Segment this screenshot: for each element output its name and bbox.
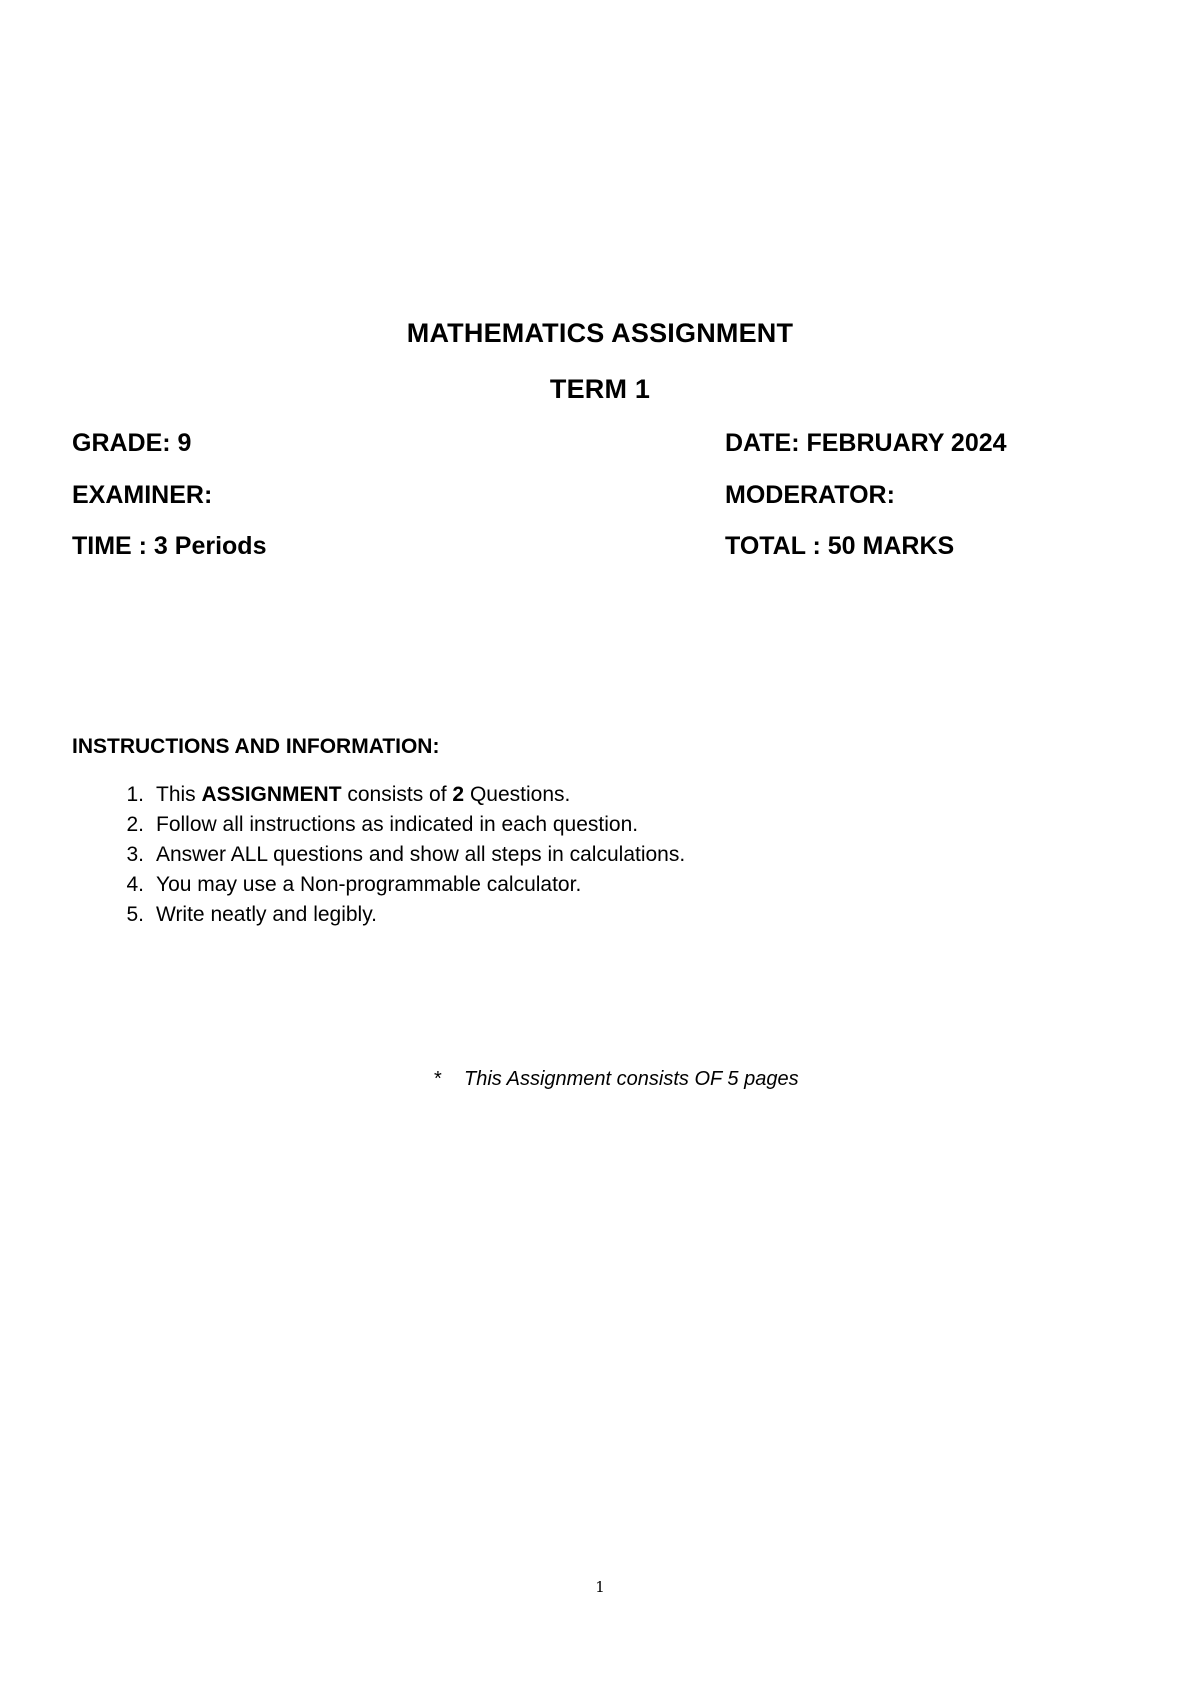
instruction-number: 3. <box>126 843 144 866</box>
instruction-item <box>72 780 685 810</box>
instruction-text: Write neatly and legibly. <box>156 903 378 926</box>
instruction-number: 5. <box>126 903 144 926</box>
instruction-item <box>72 840 685 870</box>
document-subtitle: TERM 1 <box>549 374 651 404</box>
instructions-heading: INSTRUCTIONS AND INFORMATION: <box>72 735 440 758</box>
note-bullet: * <box>434 1068 442 1090</box>
moderator-label: MODERATOR: <box>725 481 895 509</box>
instruction-number: 1. <box>126 783 144 806</box>
instruction-text: Answer ALL questions and show all steps in calculations. <box>156 843 686 866</box>
time-label: TIME : 3 Periods <box>72 532 267 560</box>
page-count-note <box>434 1068 799 1091</box>
instructions-list <box>72 780 685 930</box>
page-number: 1 <box>595 1578 605 1596</box>
instruction-item <box>72 900 685 930</box>
instruction-text-part: consists of <box>341 783 453 806</box>
date-label: DATE: FEBRUARY 2024 <box>725 429 1007 457</box>
grade-label: GRADE: 9 <box>72 429 192 457</box>
examiner-label: EXAMINER: <box>72 481 213 509</box>
instruction-text: You may use a Non-programmable calculator. <box>156 873 582 896</box>
note-text: This Assignment consists OF 5 pages <box>464 1068 799 1090</box>
instruction-text <box>144 780 570 810</box>
instruction-item <box>72 810 685 840</box>
instruction-text-part: Questions. <box>464 783 571 806</box>
instruction-emphasis: ASSIGNMENT <box>201 783 342 806</box>
instruction-number: 2. <box>126 813 144 836</box>
instruction-text-part: This <box>156 783 202 806</box>
instruction-item <box>72 870 685 900</box>
instruction-emphasis: 2 <box>452 783 465 806</box>
document-title: MATHEMATICS ASSIGNMENT <box>406 318 794 348</box>
instruction-text: Follow all instructions as indicated in each question. <box>156 813 639 836</box>
total-label: TOTAL : 50 MARKS <box>725 532 955 560</box>
instruction-number: 4. <box>126 873 144 896</box>
